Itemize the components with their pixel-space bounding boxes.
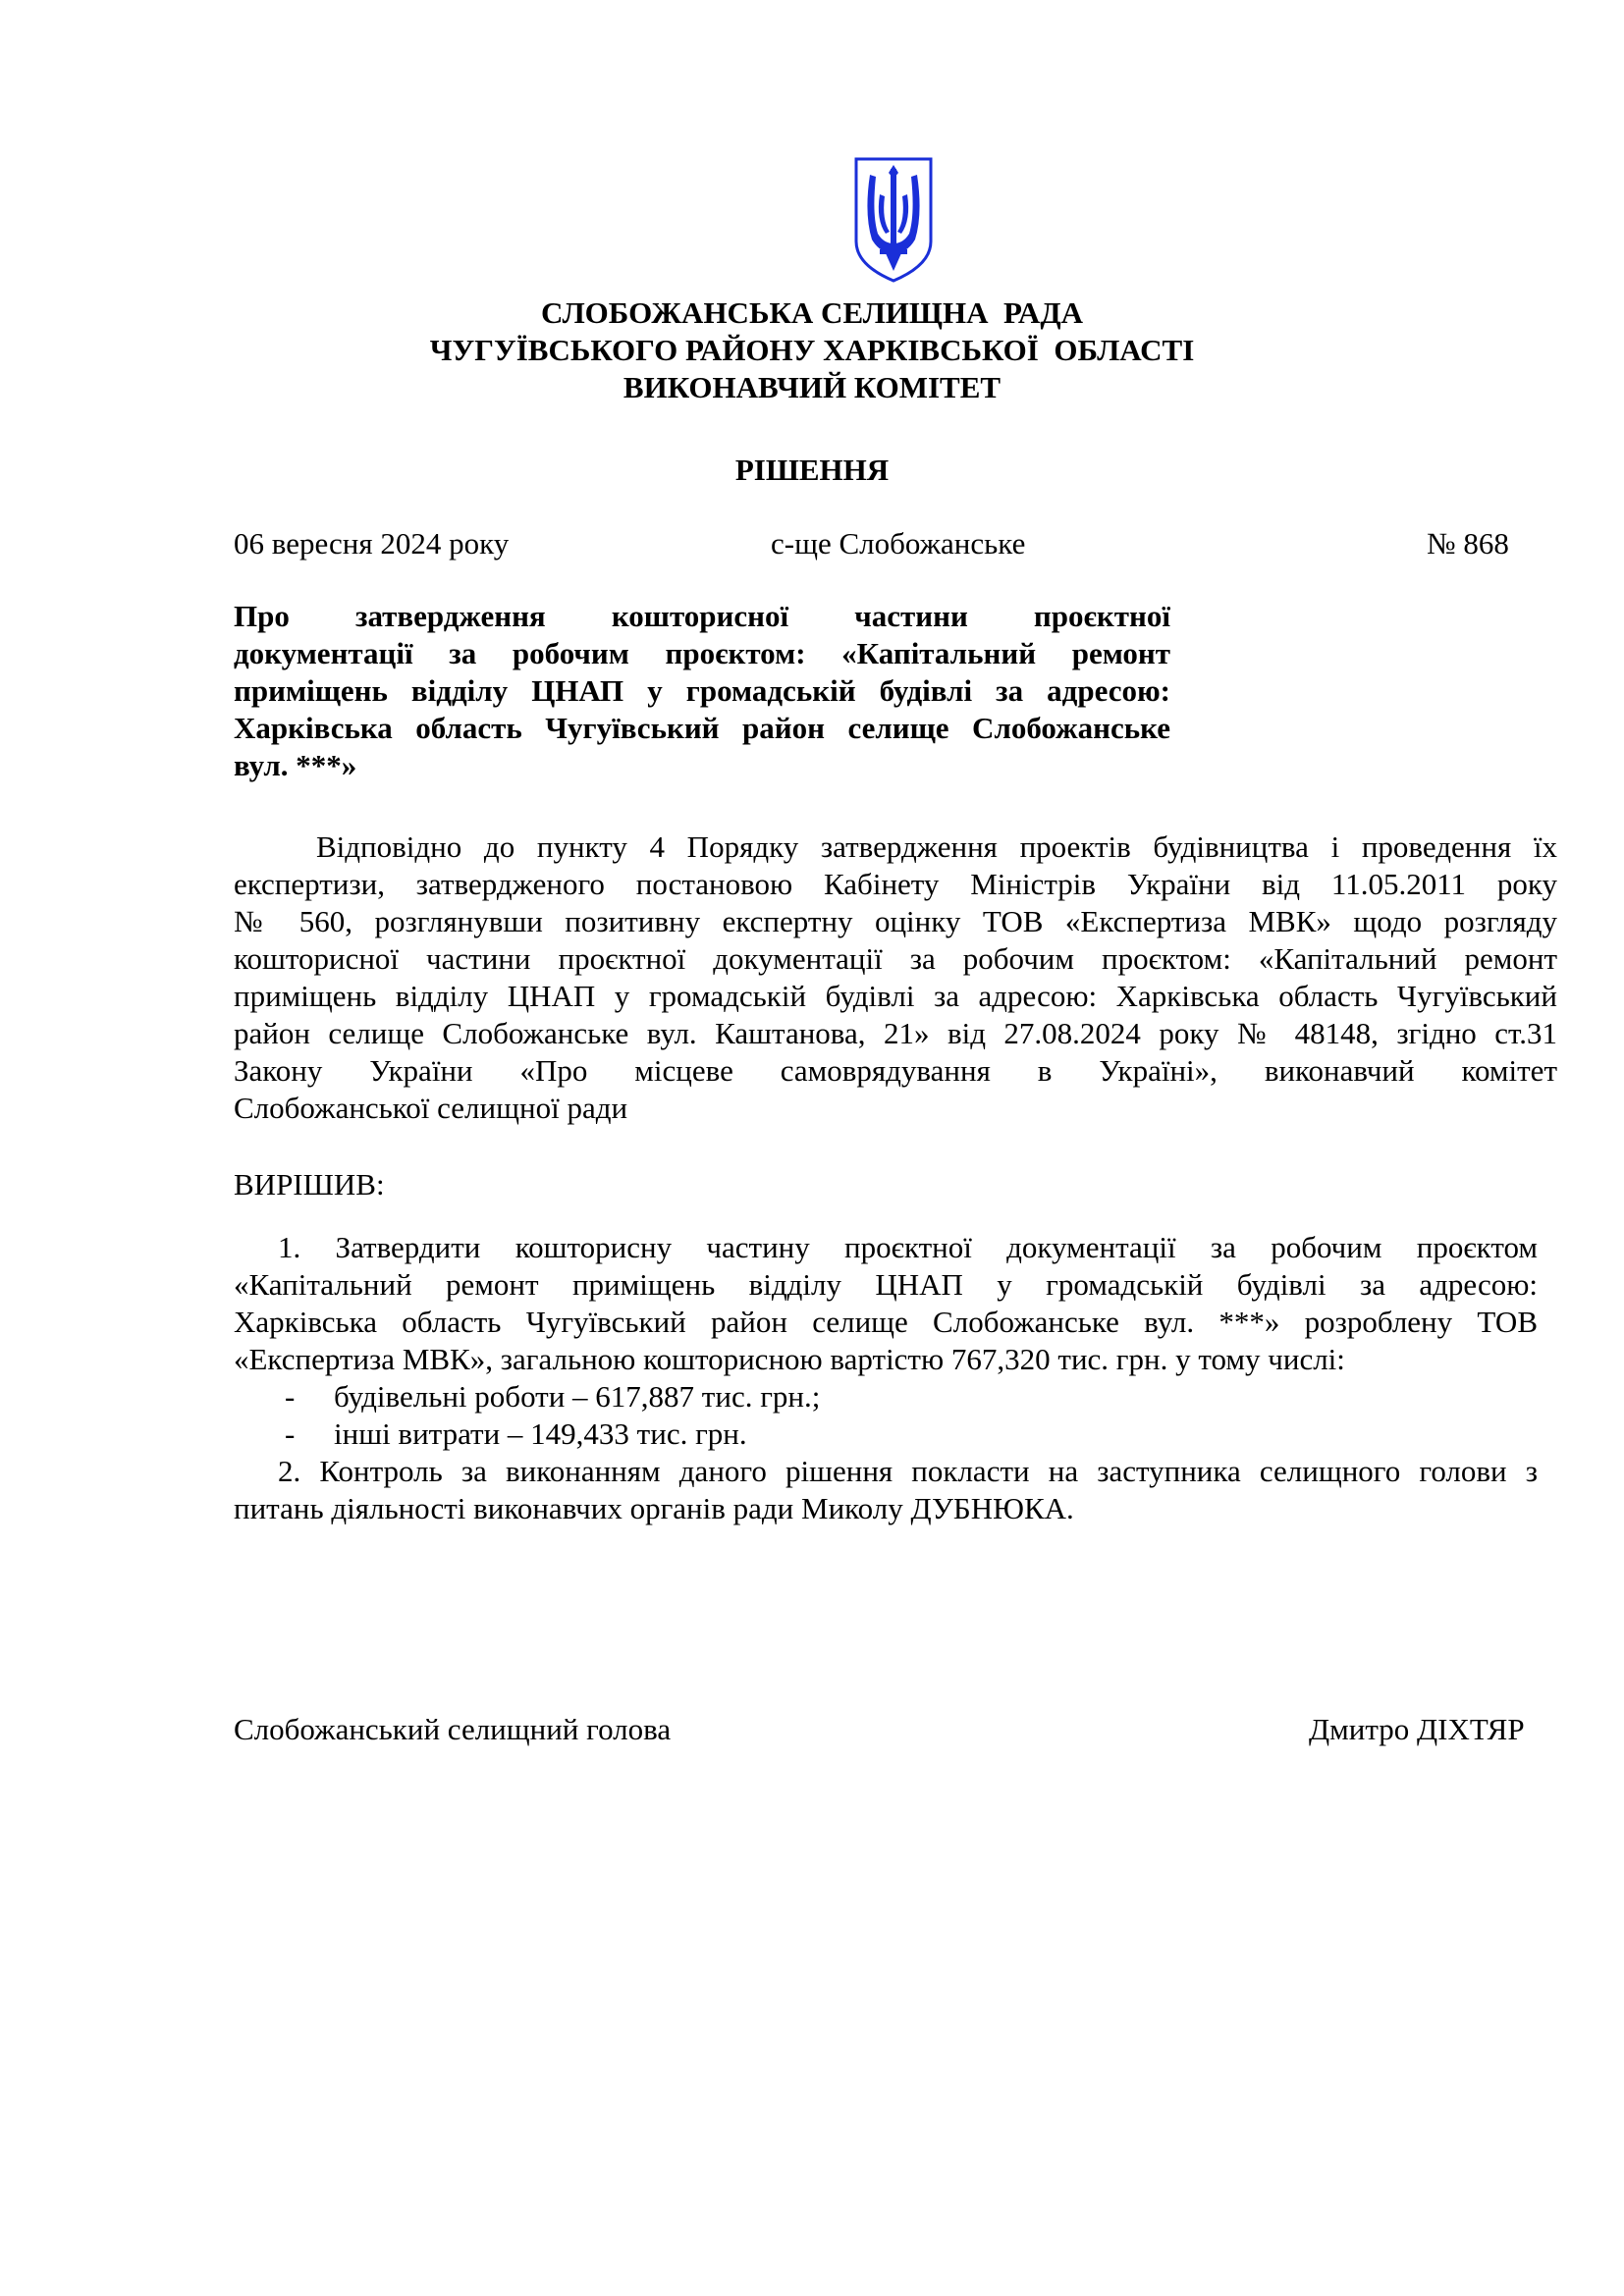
preamble-line: експертизи, затвердженого постановою Кабінету Міністрів України від 11.05.2011 року [234,867,1557,901]
item-line: «Капітальний ремонт приміщень відділу ЦНАП у громадській будівлі за адресою: [234,1267,1538,1302]
list-item: будівельні роботи – 617,887 тис. грн.; [334,1379,821,1414]
item-line: 1. Затвердити кошторисну частину проєктної документації за робочим проєктом [278,1230,1538,1264]
title-line: Харківська область Чугуївський район селище Слобожанське [234,711,1170,745]
list-marker: - [285,1379,296,1414]
committee-name: ВИКОНАВЧИЙ КОМІТЕТ [623,370,1001,404]
preamble-line: Слобожанської селищної ради [234,1091,628,1125]
preamble-line: район селище Слобожанське вул. Каштанова, 21» від 27.08.2024 року № 48148, згідно ст.31 [234,1016,1557,1050]
title-line: документації за робочим проєктом: «Капітальний ремонт [234,636,1170,670]
item-line: 2. Контроль за виконанням даного рішення покласти на заступника селищного голови з [278,1454,1538,1488]
council-name: СЛОБОЖАНСЬКА СЕЛИЩНА РАДА [540,295,1084,330]
title-line: приміщень відділу ЦНАП у громадській будівлі за адресою: [234,673,1170,708]
item-line: питань діяльності виконавчих органів ради Миколу ДУБНЮКА. [234,1491,1074,1525]
decision-number: № 868 [1427,526,1509,561]
signatory-position: Слобожанський селищний голова [234,1712,672,1746]
preamble-line: Закону України «Про місцеве самоврядування в Україні», виконавчий комітет [234,1053,1557,1088]
list-item: інші витрати – 149,433 тис. грн. [334,1416,747,1451]
resolved-label: ВИРІШИВ: [234,1167,385,1201]
item-line: Харківська область Чугуївський район селище Слобожанське вул. ***» розроблену ТОВ [234,1305,1538,1339]
coat-of-arms-icon [850,155,937,285]
signatory-name: Дмитро ДІХТЯР [1309,1712,1525,1746]
decision-date: 06 вересня 2024 року [234,526,510,561]
title-line: Про затвердження кошторисної частини проєктної [234,599,1170,633]
district-name: ЧУГУЇВСЬКОГО РАЙОНУ ХАРКІВСЬКОЇ ОБЛАСТІ [429,333,1195,367]
preamble-line: приміщень відділу ЦНАП у громадській будівлі за адресою: Харківська область Чугуївський [234,979,1557,1013]
preamble-line: № 560, розглянувши позитивну експертну оцінку ТОВ «Експертиза МВК» щодо розгляду [234,904,1557,938]
preamble-line: кошторисної частини проєктної документації за робочим проєктом: «Капітальний ремонт [234,941,1557,976]
preamble-line: Відповідно до пункту 4 Порядку затвердження проектів будівництва і проведення їх [316,829,1557,864]
title-line: вул. ***» [234,748,357,782]
document-type: РІШЕННЯ [734,453,890,487]
list-marker: - [285,1416,296,1451]
item-line: «Експертиза МВК», загальною кошторисною вартістю 767,320 тис. грн. у тому числі: [234,1342,1345,1376]
decision-place: с-ще Слобожанське [771,526,1026,561]
